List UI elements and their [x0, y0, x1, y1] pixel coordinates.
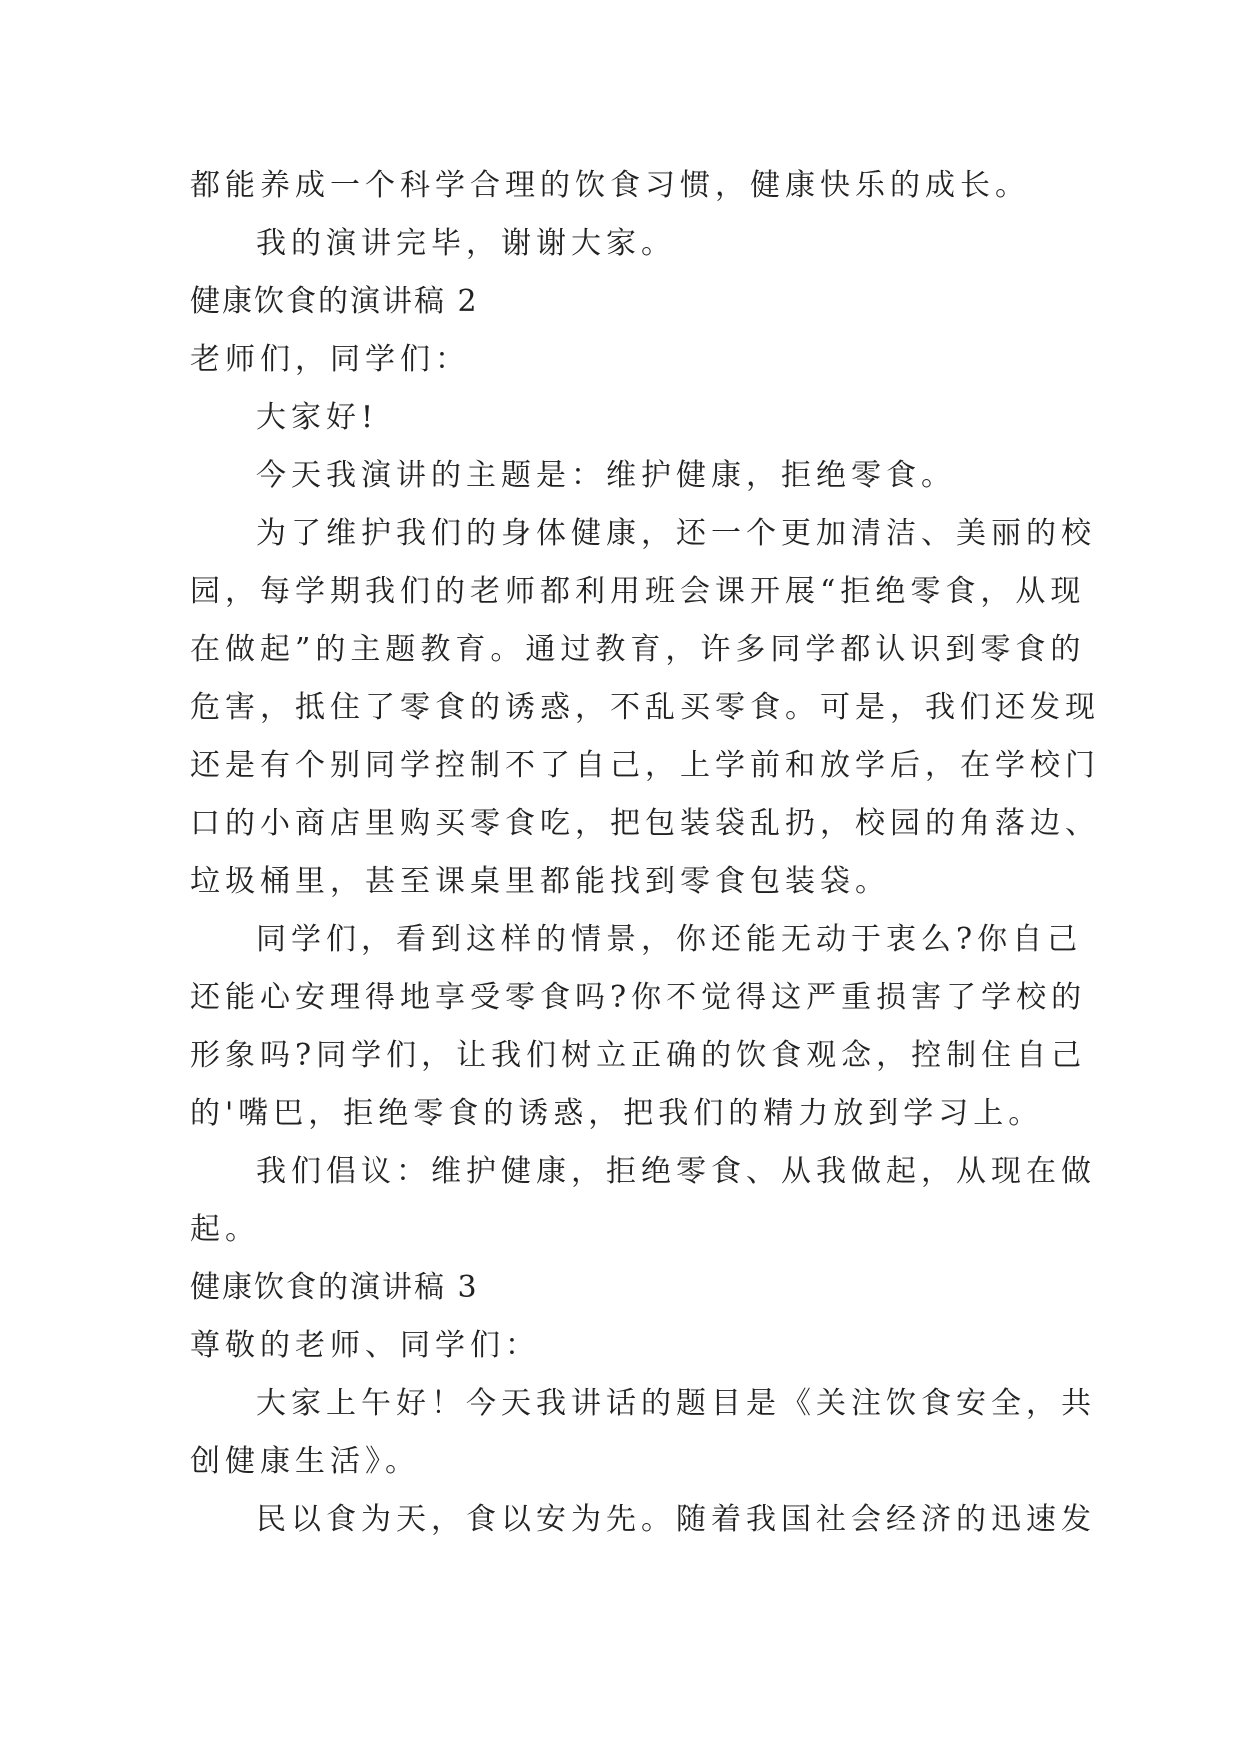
text-line: 民以食为天，食以安为先。随着我国社会经济的迅速发: [256, 1502, 1096, 1537]
text-line: 我们倡议：维护健康，拒绝零食、从我做起，从现在做: [256, 1154, 1096, 1189]
text-line: 同学们，看到这样的情景，你还能无动于衷么?你自己: [256, 922, 1083, 957]
text-line: 的'嘴巴，拒绝零食的诱惑，把我们的精力放到学习上。: [190, 1096, 1044, 1131]
text-line: 起。: [190, 1212, 260, 1247]
section-heading: 健康饮食的演讲稿 2: [190, 284, 479, 319]
text-line: 大家上午好！今天我讲话的题目是《关注饮食安全，共: [256, 1386, 1096, 1421]
text-line: 口的小商店里购买零食吃，把包装袋乱扔，校园的角落边、: [190, 806, 1100, 841]
text-line: 今天我演讲的主题是：维护健康，拒绝零食。: [256, 458, 956, 493]
salutation: 老师们，同学们：: [190, 342, 470, 377]
text-line: 危害，抵住了零食的诱惑，不乱买零食。可是，我们还发现: [190, 690, 1100, 725]
text-line: 为了维护我们的身体健康，还一个更加清洁、美丽的校: [256, 516, 1096, 551]
text-line: 我的演讲完毕，谢谢大家。: [256, 226, 676, 261]
text-line: 垃圾桶里，甚至课桌里都能找到零食包装袋。: [190, 864, 890, 899]
text-line: 在做起”的主题教育。通过教育，许多同学都认识到零食的: [190, 632, 1086, 667]
text-line: 创健康生活》。: [190, 1444, 420, 1479]
text-line: 形象吗?同学们，让我们树立正确的饮食观念，控制住自己: [190, 1038, 1087, 1073]
text-line: 还是有个别同学控制不了自己，上学前和放学后，在学校门: [190, 748, 1100, 783]
text-line: 还能心安理得地享受零食吗?你不觉得这严重损害了学校的: [190, 980, 1087, 1015]
text-line: 大家好!: [256, 400, 379, 435]
text-line: 园，每学期我们的老师都利用班会课开展“拒绝零食，从现: [190, 574, 1086, 609]
section-heading: 健康饮食的演讲稿 3: [190, 1270, 479, 1305]
text-line: 都能养成一个科学合理的饮食习惯，健康快乐的成长。: [190, 168, 1030, 203]
salutation: 尊敬的老师、同学们：: [190, 1328, 540, 1363]
